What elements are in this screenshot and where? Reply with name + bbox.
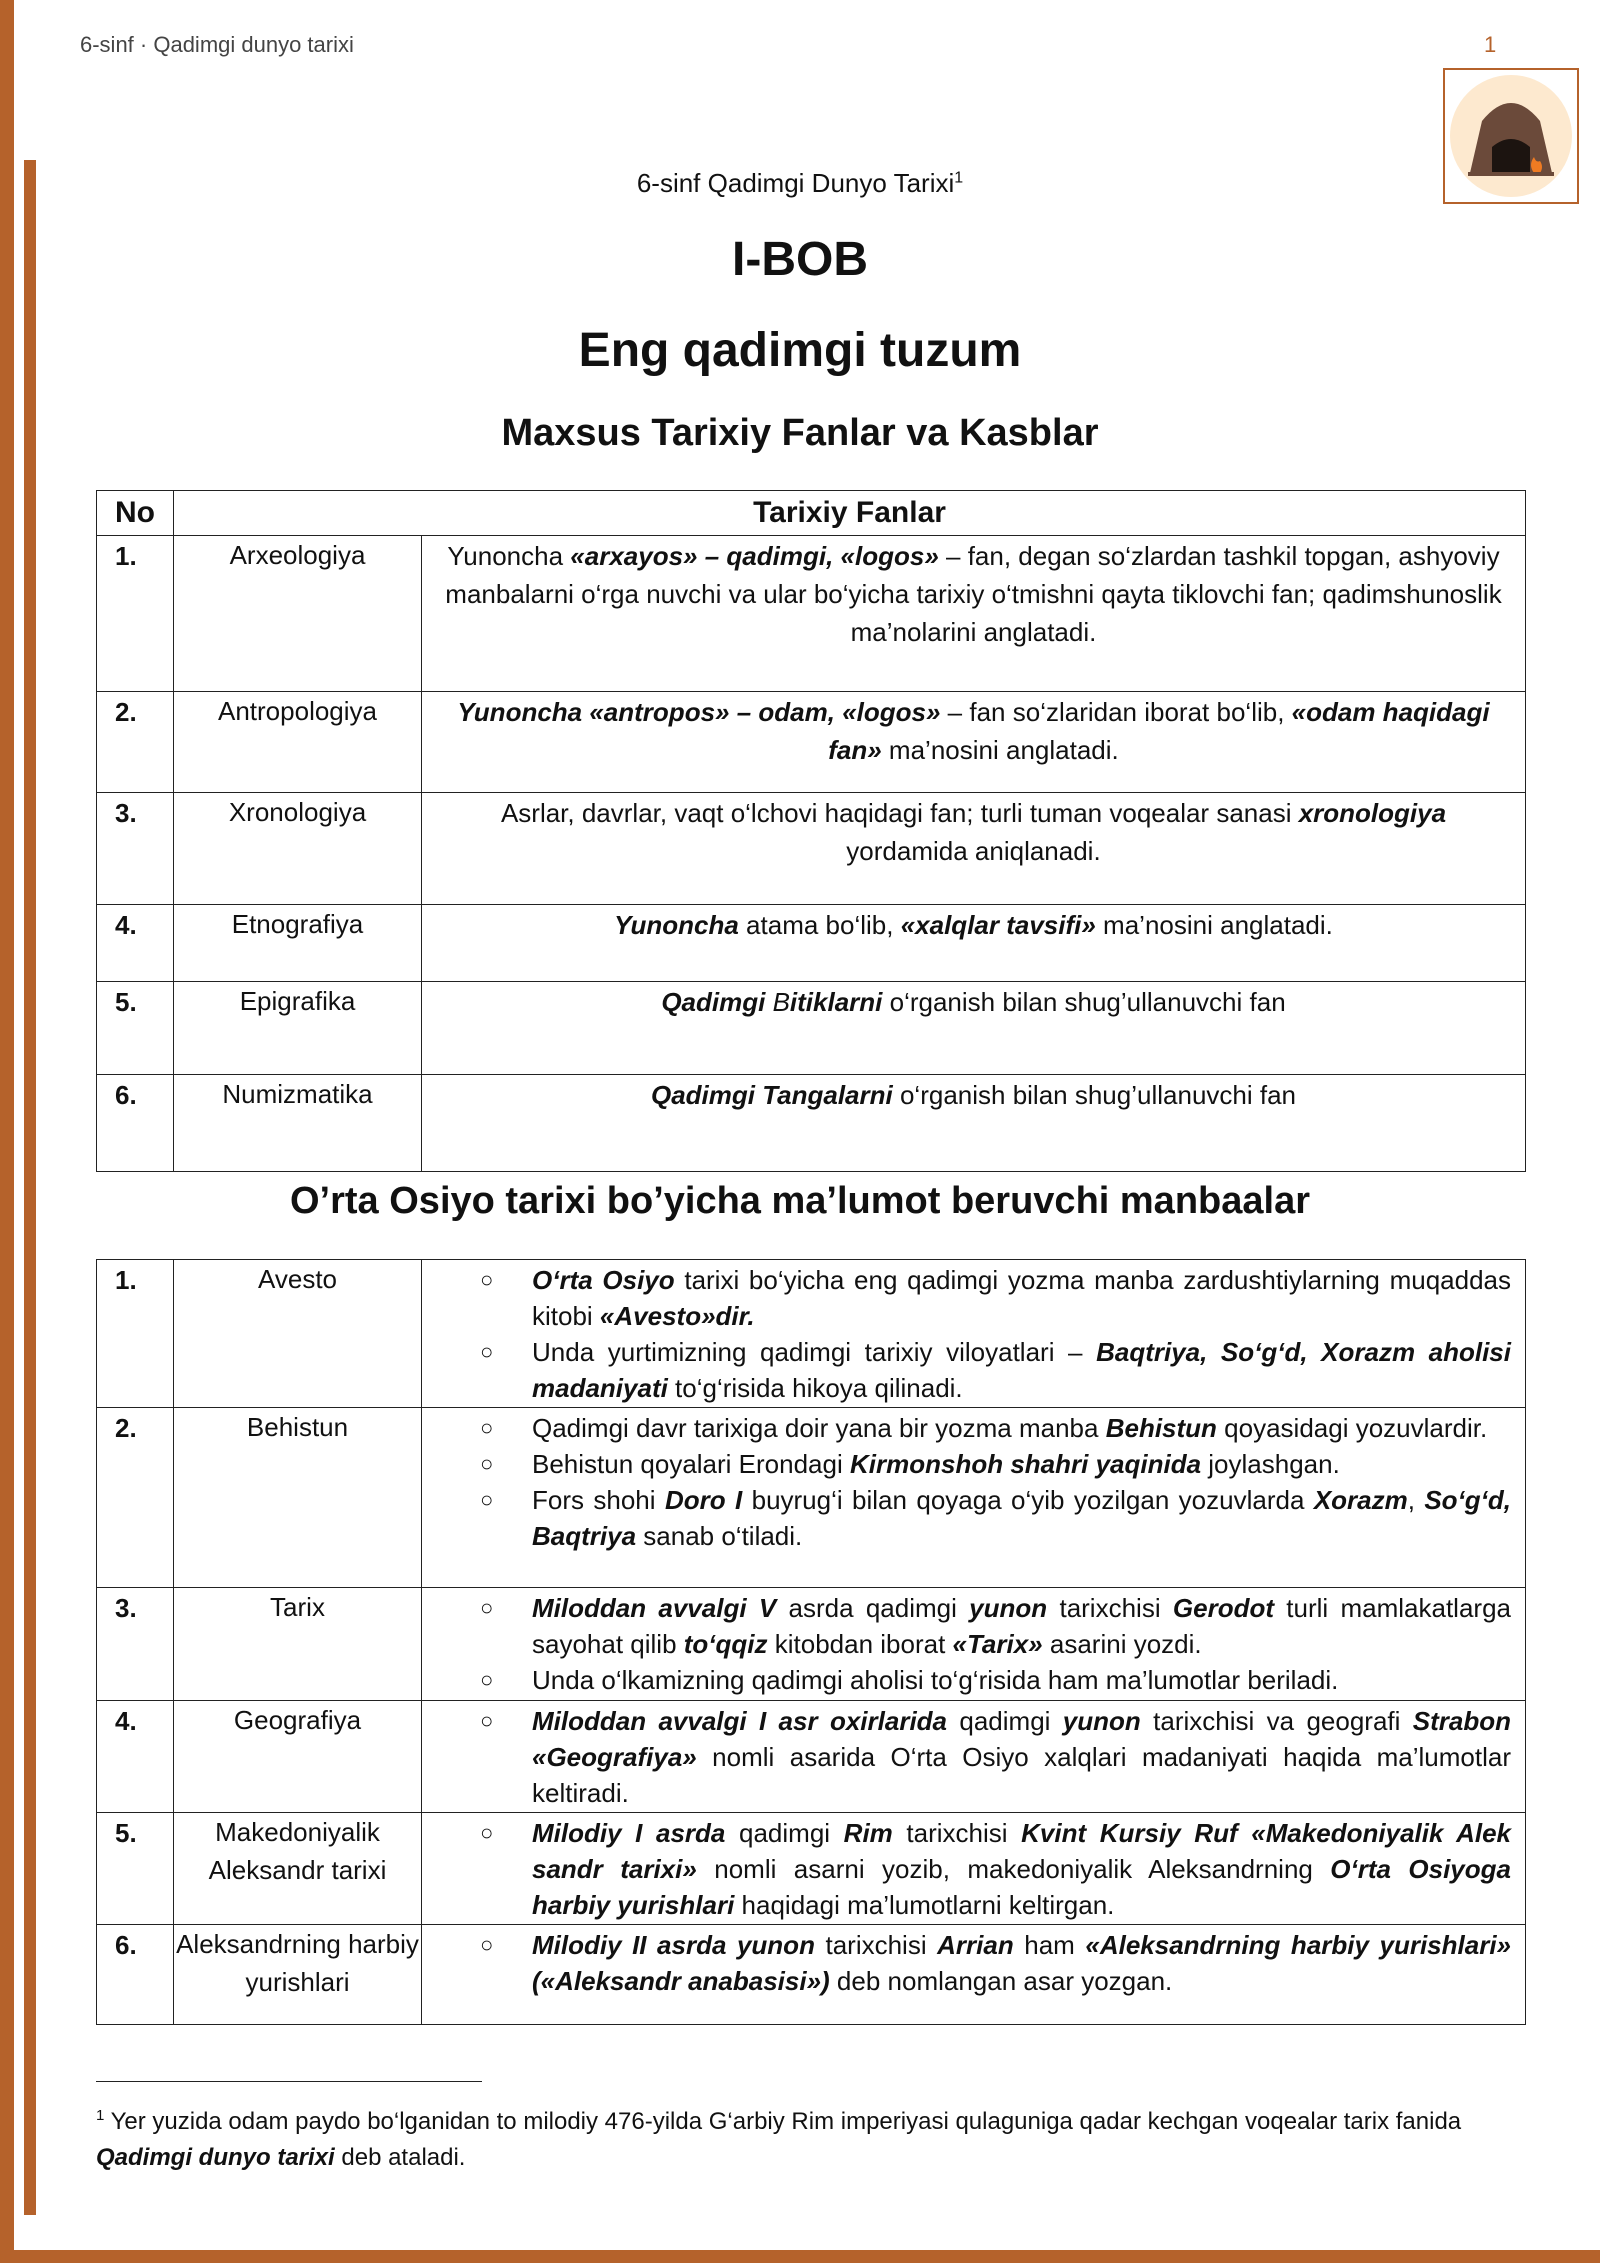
emphasis-text: Strabon «Geografiya» — [532, 1706, 1512, 1772]
text-run: o‘rganish bilan shug’ullanuvchi fan — [882, 987, 1286, 1017]
text-run: buyrug‘i bilan qoyaga o‘yib yozilgan yozuvlarda — [742, 1485, 1314, 1515]
emphasis-text: Qadimgi dunyo tarixi — [96, 2144, 335, 2171]
text-run: kitobdan iborat — [767, 1629, 953, 1659]
row-number: 1. — [97, 1260, 174, 1408]
footnote-divider — [96, 2081, 482, 2082]
text-run: sanab o‘tiladi. — [636, 1521, 803, 1551]
text-run: Unda o‘lkamizning qadimgi aholisi to‘g‘risida ham ma’lumotlar beriladi. — [532, 1665, 1339, 1695]
row-number: 2. — [97, 692, 174, 793]
emphasis-text: Kirmonshoh shahri yaqinida — [849, 1449, 1202, 1479]
source-description — [422, 1701, 1526, 1813]
document-subtitle: 6-sinf Qadimgi Dunyo Tarixi$^1$ — [636, 168, 964, 198]
text-run: – fan so‘zlaridan iborat bo‘lib, — [940, 697, 1292, 727]
emphasis-text: to‘qqiz — [683, 1629, 768, 1659]
table-row — [97, 982, 1526, 1075]
discipline-name: Antropologiya — [174, 692, 422, 793]
emphasis-text: So‘g‘d, Baqtriya — [532, 1485, 1512, 1551]
emphasis-text: «odam haqidagi fan» — [828, 697, 1490, 765]
discipline-name: Epigrafika — [174, 982, 422, 1075]
emphasis-text: «Tarix» — [952, 1629, 1043, 1659]
discipline-description — [422, 982, 1526, 1075]
row-number: 3. — [97, 793, 174, 905]
emphasis-text: Qadimgi — [661, 987, 773, 1017]
text-run: tarixchisi — [892, 1818, 1022, 1848]
emphasis-text: Milodiy II asrda yunon — [532, 1930, 815, 1960]
text-run: asrda qadimgi — [776, 1593, 970, 1623]
table-row — [97, 793, 1526, 905]
list-item — [422, 1410, 1511, 1446]
text-run: Behistun qoyalari Erondagi — [532, 1449, 850, 1479]
list-item — [422, 1446, 1511, 1482]
discipline-description — [422, 692, 1526, 793]
source-name: Tarix — [174, 1588, 422, 1701]
emphasis-text: Qadimgi Tangalarni — [650, 1080, 893, 1110]
table-row — [97, 905, 1526, 982]
bullet-list — [422, 1703, 1525, 1811]
text-run: qadimgi — [947, 1706, 1063, 1736]
text-run: nomli asarni yozib, makedoniyalik Aleksandrning — [696, 1854, 1331, 1884]
source-description — [422, 1925, 1526, 2025]
text-run: deb nomlangan asar yozgan. — [829, 1966, 1173, 1996]
table-row — [97, 1701, 1526, 1813]
footnote-number: 1 — [96, 2107, 105, 2124]
bullet-list — [422, 1590, 1525, 1698]
header-title: Tarixiy Fanlar — [174, 491, 1526, 536]
disciplines-table — [96, 490, 1526, 1172]
emphasis-text: xronologiya — [1298, 798, 1447, 828]
list-item — [422, 1334, 1511, 1406]
table-row — [97, 1260, 1526, 1408]
list-item — [422, 1662, 1511, 1698]
row-number: 4. — [97, 905, 174, 982]
row-number: 6. — [97, 1925, 174, 2025]
text-run: – fan, degan so‘zlardan tashkil topgan, ashyoviy manbalarni o‘rga nuvchi va ular bo‘yicha tarixiy o‘tmishni qayta tiklovchi fan; qadimshunoslik ma’nolarini anglatadi. — [445, 541, 1502, 647]
emphasis-text: O‘rta Osiyo — [532, 1265, 675, 1295]
row-number: 6. — [97, 1075, 174, 1172]
text-run: joylashgan. — [1201, 1449, 1340, 1479]
running-header-title: 6-sinf · Qadimgi dunyo tarixi — [80, 32, 354, 57]
emphasis-text: Milodiy I asrda — [532, 1818, 726, 1848]
text-run: Yer yuzida odam paydo bo‘lganidan to milodiy 476-yilda G‘arbiy Rim imperiyasi qulaguniga qadar kechgan voqealar tarix fanida — [104, 2108, 1462, 2135]
text-run: to‘g‘risida hikoya qilinadi. — [667, 1373, 963, 1403]
row-number: 5. — [97, 1813, 174, 1925]
text-run: asarini yozdi. — [1042, 1629, 1202, 1659]
text-run: Fors shohi — [532, 1485, 665, 1515]
text-run: tarixchisi — [1047, 1593, 1173, 1623]
header-no: No — [97, 491, 174, 536]
row-number: 1. — [97, 536, 174, 692]
list-item — [422, 1815, 1511, 1923]
footnote-ref: 1 — [954, 169, 964, 187]
table-header-row — [97, 491, 1526, 536]
emphasis-text: Yunoncha «antropos» – odam, «logos» — [457, 697, 941, 727]
footnote-text — [96, 2108, 1461, 2171]
emphasis-text: O‘rta Osiyoga harbiy yurishlari — [532, 1854, 1511, 1920]
emphasis-text: Arrian — [937, 1930, 1014, 1960]
emphasis-text: «Avesto»dir. — [599, 1301, 755, 1331]
text-run: Unda yurtimizning qadimgi tarixiy viloyatlari – — [532, 1337, 1097, 1367]
emphasis-text: Behistun — [1105, 1413, 1217, 1443]
emphasis-text: itiklarni — [789, 987, 883, 1017]
text-run: qoyasidagi yozuvlardir. — [1216, 1413, 1488, 1443]
emphasis-text: «arxayos» – qadimgi, «logos» — [570, 541, 939, 571]
source-name: Aleksandrning harbiy yurishlari — [174, 1925, 422, 2025]
text-run: tarixchisi va geografi — [1140, 1706, 1413, 1736]
text-run: ma’nosini anglatadi. — [881, 735, 1119, 765]
text-run: nomli asarida O‘rta Osiyo xalqlari madaniyati haqida ma’lumotlar keltiradi. — [532, 1742, 1511, 1808]
emphasis-text: Miloddan avvalgi I asr oxirlarida — [532, 1706, 948, 1736]
sources-table — [96, 1259, 1526, 2025]
discipline-description — [422, 1075, 1526, 1172]
text-run: Yunoncha — [447, 541, 571, 571]
text-run: atama bo‘lib, — [738, 910, 901, 940]
list-item — [422, 1590, 1511, 1662]
discipline-description — [422, 536, 1526, 692]
emphasis-text: Miloddan avvalgi V — [532, 1593, 777, 1623]
source-description — [422, 1408, 1526, 1588]
emphasis-text: Xorazm — [1313, 1485, 1408, 1515]
bullet-list — [422, 1262, 1525, 1406]
bottom-accent-bar — [0, 2250, 1600, 2263]
text-run: deb ataladi. — [334, 2144, 466, 2171]
emphasis-text: Doro I — [664, 1485, 743, 1515]
source-description — [422, 1813, 1526, 1925]
text-run: , — [1407, 1485, 1425, 1515]
source-name: Geografiya — [174, 1701, 422, 1813]
list-item — [422, 1262, 1511, 1334]
emphasis-text: yunon — [1062, 1706, 1141, 1736]
discipline-name: Arxeologiya — [174, 536, 422, 692]
list-item — [422, 1482, 1511, 1554]
text-run: qadimgi — [725, 1818, 844, 1848]
source-description — [422, 1260, 1526, 1408]
list-item — [422, 1927, 1511, 1999]
table-row — [97, 536, 1526, 692]
section-title-disciplines: Maxsus Tarixiy Fanlar va Kasblar — [501, 412, 1099, 454]
text-run: yordamida aniqlanadi. — [846, 836, 1101, 866]
source-name: Avesto — [174, 1260, 422, 1408]
table-row — [97, 1408, 1526, 1588]
row-number: 2. — [97, 1408, 174, 1588]
row-number: 3. — [97, 1588, 174, 1701]
text-run: tarixi bo‘yicha eng qadimgi yozma manba zardushtiylarning muqaddas kitobi — [532, 1265, 1511, 1331]
discipline-name: Etnografiya — [174, 905, 422, 982]
text-run: ma’nosini anglatadi. — [1095, 910, 1333, 940]
bullet-list — [422, 1410, 1525, 1554]
table-row — [97, 1075, 1526, 1172]
discipline-description — [422, 905, 1526, 982]
text-run: turli mamlakatlarga sayohat qilib — [532, 1593, 1511, 1659]
emphasis-text: Baqtriya, So‘g‘d, Xorazm aholisi madaniyati — [532, 1337, 1511, 1403]
source-description — [422, 1588, 1526, 1701]
section-title-sources: O’rta Osiyo tarixi bo’yicha ma’lumot beruvchi manbaalar — [290, 1180, 1310, 1222]
row-number: 5. — [97, 982, 174, 1075]
table-row — [97, 1925, 1526, 2025]
page-number: 1 — [1484, 32, 1497, 57]
table-row — [97, 692, 1526, 793]
source-name: Makedoniyalik Aleksandr tarixi — [174, 1813, 422, 1925]
emphasis-text: Gerodot — [1172, 1593, 1274, 1623]
emphasis-text: Kvint Kursiy Ruf «Makedoniyalik Alek sandr tarixi» — [532, 1818, 1511, 1884]
discipline-name: Xronologiya — [174, 793, 422, 905]
source-name: Behistun — [174, 1408, 422, 1588]
text-run: o‘rganish bilan shug’ullanuvchi fan — [892, 1080, 1297, 1110]
emphasis-text: Yunoncha — [614, 910, 739, 940]
emphasis-text: «Aleksandrning harbiy yurishlari» («Aleksandr anabasisi») — [532, 1930, 1511, 1996]
table-row — [97, 1813, 1526, 1925]
bullet-list — [422, 1927, 1525, 1999]
text-run: B — [772, 987, 790, 1017]
text-run: haqidagi ma’lumotlarni keltirgan. — [734, 1890, 1115, 1920]
text-run: tarixchisi — [814, 1930, 938, 1960]
footnote — [96, 2098, 1526, 2176]
text-run: ham — [1013, 1930, 1086, 1960]
text-run: Qadimgi davr tarixiga doir yana bir yozma manba — [532, 1413, 1106, 1443]
list-item — [422, 1703, 1511, 1811]
emphasis-text: yunon — [969, 1593, 1048, 1623]
emphasis-text: «xalqlar tavsifi» — [900, 910, 1096, 940]
discipline-name: Numizmatika — [174, 1075, 422, 1172]
bullet-list — [422, 1815, 1525, 1923]
chapter-title: Eng qadimgi tuzum — [578, 324, 1022, 377]
table-row — [97, 1588, 1526, 1701]
emphasis-text: Rim — [843, 1818, 893, 1848]
chapter-label: I-BOB — [732, 233, 868, 286]
row-number: 4. — [97, 1701, 174, 1813]
text-run: Asrlar, davrlar, vaqt o‘lchovi haqidagi fan; turli tuman voqealar sanasi — [500, 798, 1299, 828]
discipline-description — [422, 793, 1526, 905]
